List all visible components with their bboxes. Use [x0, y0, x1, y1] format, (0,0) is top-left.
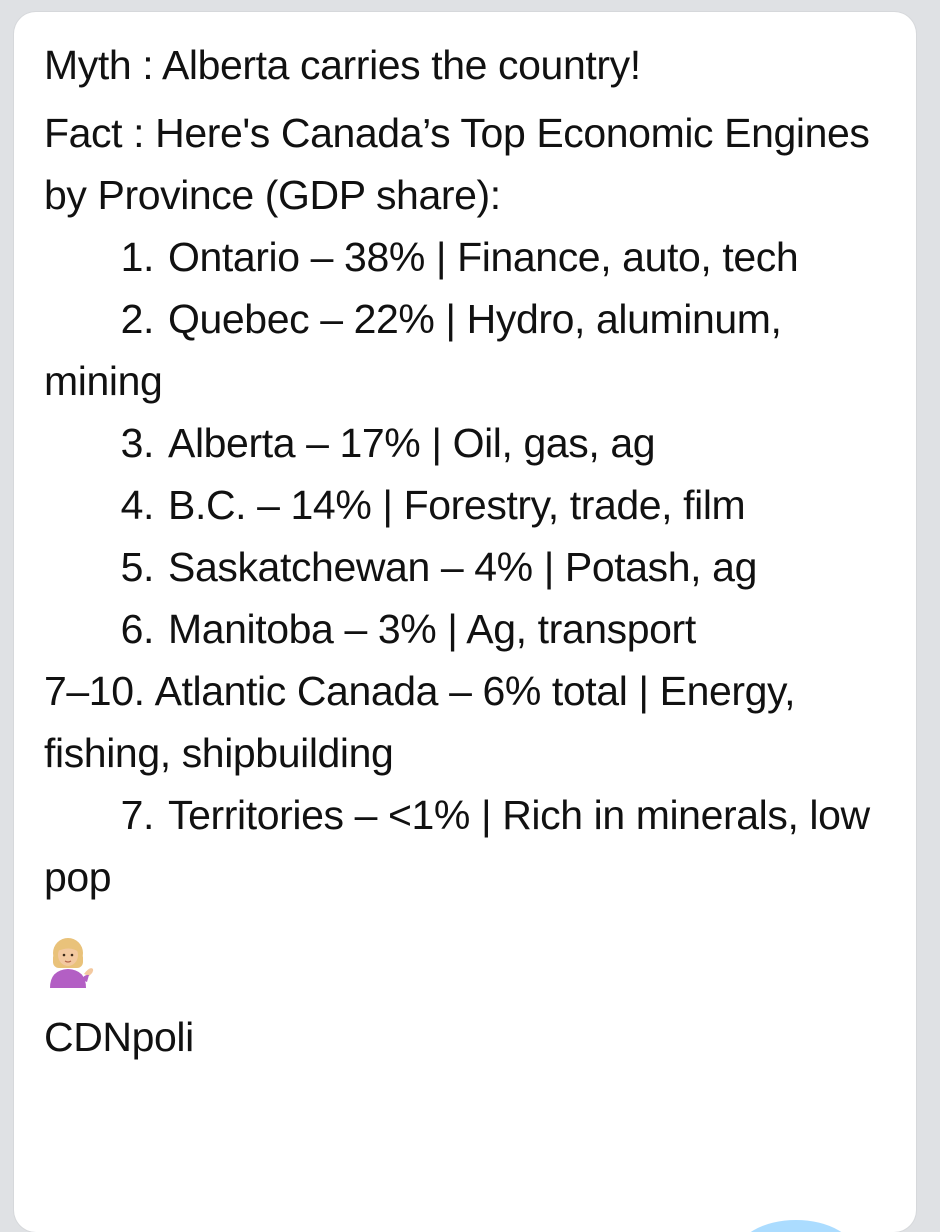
hashtag-text: CDNpoli [44, 1014, 194, 1060]
gdp-list [44, 226, 886, 908]
post-card [14, 12, 916, 1232]
emoji-row [44, 930, 886, 992]
list-item [44, 536, 886, 598]
list-item-text: Quebec – 22% | Hydro, aluminum, mining [44, 296, 782, 404]
list-item-text: Territories – <1% | Rich in minerals, low pop [44, 792, 870, 900]
list-item-text: Alberta – 17% | Oil, gas, ag [168, 420, 656, 466]
list-item-text: Saskatchewan – 4% | Potash, ag [168, 544, 757, 590]
list-item [44, 288, 886, 412]
list-item-number: 1. [120, 234, 154, 280]
list-item [44, 660, 886, 784]
list-item-number: 5. [120, 544, 154, 590]
list-item [44, 474, 886, 536]
list-item [44, 226, 886, 288]
list-item [44, 598, 886, 660]
list-item-text: Ontario – 38% | Finance, auto, tech [168, 234, 799, 280]
list-item-number: 6. [120, 606, 154, 652]
list-item-text: B.C. – 14% | Forestry, trade, film [168, 482, 746, 528]
floating-button[interactable] [736, 1220, 856, 1232]
list-item [44, 784, 886, 908]
list-item-number: 4. [120, 482, 154, 528]
myth-text: Myth : Alberta carries the country! [44, 42, 641, 88]
fact-text: Fact : Here's Canada’s Top Economic Engines by Province (GDP share): [44, 110, 870, 218]
list-item-text: Manitoba – 3% | Ag, transport [168, 606, 696, 652]
list-item-number: 3. [120, 420, 154, 466]
list-item-text: Atlantic Canada – 6% total | Energy, fishing, shipbuilding [44, 668, 796, 776]
list-item-number: 7–10. [44, 668, 145, 714]
person-tipping-hand-icon [46, 936, 96, 988]
list-item [44, 412, 886, 474]
list-item-number: 7. [120, 792, 154, 838]
list-item-number: 2. [120, 296, 154, 342]
